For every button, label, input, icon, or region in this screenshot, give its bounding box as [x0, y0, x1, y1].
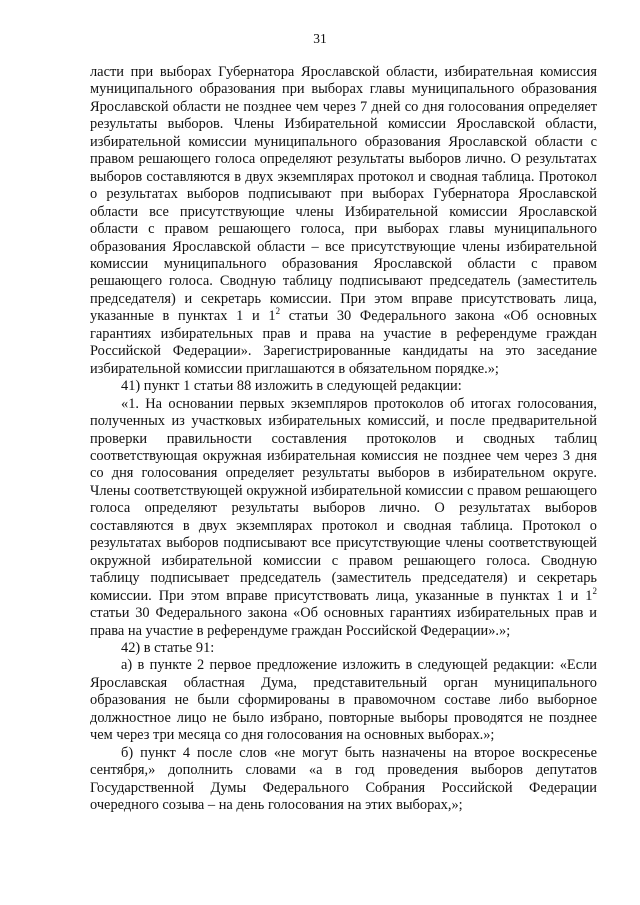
paragraph-item-42-a [90, 657, 597, 744]
paragraph-text: а) в пункте 2 первое предложение изложить в следующей редакции: «Если Ярославская областная Дума, представительный орган муниципального образования не были сформированы в правомочном составе либо выборное должностное лицо не было избрано, повторные выборы проводятся не позднее чем через три месяца со дня голосования на основных выборах.»; [90, 657, 597, 744]
paragraph-item-41 [90, 378, 597, 395]
body-text [90, 64, 597, 814]
paragraph-text: статьи 30 Федерального закона «Об основных гарантиях избирательных прав и права на участие в референдуме граждан Российской Федерации». Зарегистрированные кандидаты на это заседание избирательной комиссии приглашаются в обязательном порядке.»; [90, 308, 597, 377]
paragraph-text: ласти при выборах Губернатора Ярославской области, избирательная комиссия муниципального образования при выборах главы муниципального образования Ярославской области не позднее чем через 7 дней со дня голосования определяет результаты выборов. Члены Избирательной комиссии Ярославской области, избирательной комиссии муниципального образования Ярославской области с правом решающего голоса определяют результаты выборов лично. О результатах выборов составляются в двух экземплярах протокол и сводная таблица. Протокол о результатах выборов подписывают при выборах Губернатора Ярославской области все присутствующие члены Избирательной комиссии Ярославской области с правом решающего голоса, при выборах главы муниципального образования Ярославской области – все присутствующие члены избирательной комиссии муниципального образования Ярославской области с правом решающего голоса. Сводную таблицу подписывают председатель (заместитель председателя) и секретарь комиссии. При этом вправе присутствовать лица, указанные в пунктах 1 и 1 [90, 64, 597, 325]
paragraph-text: 42) в статье 91: [121, 639, 215, 656]
paragraph-item-42-b [90, 745, 597, 815]
paragraph-text: 41) пункт 1 статьи 88 изложить в следующей редакции: [121, 378, 462, 395]
page-number: 31 [313, 31, 327, 46]
paragraph-text: б) пункт 4 после слов «не могут быть назначены на второе воскресенье сентября,» дополнить словами «а в год проведения выборов депутатов Государственной Думы Федерального Собрания Российской Федерации очередного созыва – на день голосования на этих выборах,»; [90, 744, 597, 814]
paragraph-continuation [90, 64, 597, 378]
superscript: 2 [592, 585, 597, 596]
superscript: 2 [275, 306, 281, 317]
paragraph-text: «1. На основании первых экземпляров протоколов об итогах голосования, полученных из участковых избирательных комиссий, и после предварительной проверки правильности составления протоколов и сводных таблиц соответствующая окружная избирательная комиссия не позднее чем через 3 дня со дня голосования определяет результаты выборов в избирательном округе. Члены соответствующей окружной избирательной комиссии с правом решающего голоса определяют результаты выборов лично. О результатах выборов составляются в двух экземплярах протокол и сводная таблица. Протокол о результатах выборов подписывают все присутствующие члены соответствующей окружной избирательной комиссии с правом решающего голоса. Сводную таблицу подписывает председатель (заместитель председателя) и секретарь комиссии. При этом вправе присутствовать лица, указанные в пунктах 1 и 1 [90, 395, 597, 604]
paragraph-item-41-text [90, 396, 597, 640]
paragraph-text: статьи 30 Федерального закона «Об основных гарантиях избирательных прав и права на участие в референдуме граждан Российской Федерации».»; [90, 605, 597, 639]
paragraph-item-42 [90, 640, 597, 657]
